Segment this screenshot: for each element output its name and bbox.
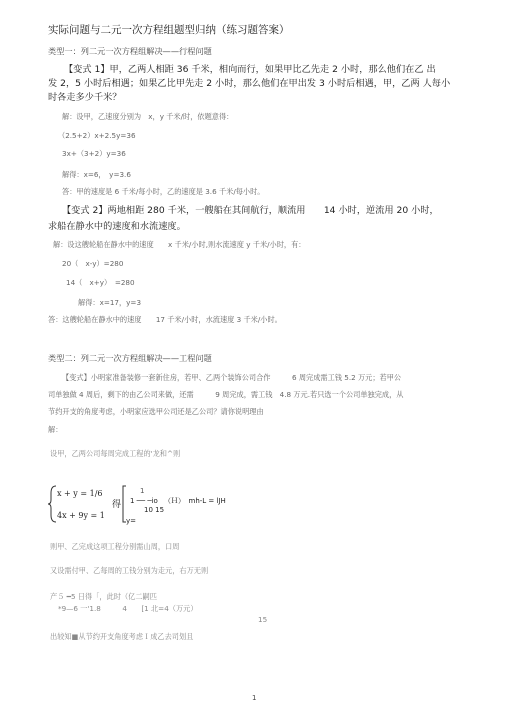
ocr-line-4: 产５ ━5 日得「，此时（亿二嗣匹 xyxy=(50,592,157,601)
exercise2-line2: 求船在静水中的速度和水流速度。 xyxy=(48,221,186,232)
exercise1-result: 解得：x=6， y=3.6 xyxy=(62,170,131,179)
system-fa: （Ｈ） mh-L = lJH xyxy=(164,497,226,505)
solution-label: 解： xyxy=(48,425,63,434)
system-den: 10 15 xyxy=(144,506,165,514)
ocr-line-3: 又设需付甲、乙每周的工钱分别为走元，右万无则 xyxy=(50,566,209,575)
exercise2-solution-setup: 解：设这艘轮船在静水中的速度 x 千米/小时,则水流速度 y 千米/小时，有： xyxy=(53,240,306,249)
ocr-line-5: *9—6 一'1.8 4 [1 北=4（万元） xyxy=(58,604,198,613)
section-heading-type2: 类型二：列二元一次方程组解决——工程问题 xyxy=(48,353,212,363)
exercise2-result: 解得：x=17，y=3 xyxy=(78,298,142,307)
exercise1-solution-setup: 解：设甲，乙速度分别为 x，y 千米/时，依题意得： xyxy=(62,112,234,121)
system-de: 得 xyxy=(112,500,122,510)
page-number: 1 xyxy=(252,694,257,702)
exercise2-answer: 答：这艘轮船在静水中的速度 17 千米/小时，水流速度 3 千米/小时。 xyxy=(48,315,282,324)
system-fracs: 1 ── ─io xyxy=(130,497,158,505)
exercise1-equation2: 3x+（3+2）y=36 xyxy=(62,149,126,158)
system-eq2: 4x + 9y = 1 xyxy=(57,511,105,520)
exercise1-line3: 时各走多少千米？ xyxy=(48,92,122,103)
exercise1-equation1: （2.5+2）x+2.5y=36 xyxy=(58,131,136,140)
exercise2-equation2: 14（ x+y） =280 xyxy=(66,278,135,287)
ocr-line-7: 出较知■从节约开支角度考虑Ｉ成乙去司划且 xyxy=(50,632,194,641)
exercise1-line2: 发 2，5 小时后相遇；如果乙比甲先走 2 小时，那么他们在甲出发 3 小时后相遇，甲，乙两 人每小 xyxy=(48,78,451,89)
system-frac-one: 1 xyxy=(140,487,145,495)
exercise3-line2: 司单独做 4 周后，剩下的由乙公司来做，还需 9 周完成，需工钱 4.8 万元.若只选一个公司单独完成，从 xyxy=(48,390,404,399)
section-heading-type1: 类型一：列二元一次方程组解决——行程问题 xyxy=(48,46,212,56)
exercise3-line3: 节约开支的角度考虑，小明家应选甲公司还是乙公司？请你说明理由 xyxy=(48,407,264,416)
system-yeq: y= xyxy=(126,517,137,525)
ocr-line-2: 则甲、乙完成这项工程分别需山周，口周 xyxy=(50,542,180,551)
exercise3-line1: 【变式】小明家准备装修一套新住房，若甲、乙两个装饰公司合作 6 周完成需工钱 5.2 万元；若甲公 xyxy=(62,373,402,382)
ocr-line-1: 设甲，乙两公司每周完成工程的'龙和^则 xyxy=(50,449,181,458)
ocr-line-6: 15 xyxy=(258,615,268,624)
exercise2-equation1: 20（ x-y）=280 xyxy=(62,259,124,268)
page-title: 实际问题与二元一次方程组题型归纳（练习题答案） xyxy=(48,24,290,36)
equation-system xyxy=(46,483,226,525)
system-eq1: x + y = 1/6 xyxy=(57,489,103,498)
exercise1-answer: 答：甲的速度是 6 千米/每小时，乙的速度是 3.6 千米/每小时。 xyxy=(62,187,265,196)
exercise1-line1: 【变式 1】甲，乙两人相距 36 千米，相向而行，如果甲比乙先走 2 小时，那么他们在乙 出 xyxy=(64,64,436,75)
exercise2-line1: 【变式 2】两地相距 280 千米，一艘船在其间航行，顺流用 14 小时，逆流用 20 小时， xyxy=(62,205,439,216)
